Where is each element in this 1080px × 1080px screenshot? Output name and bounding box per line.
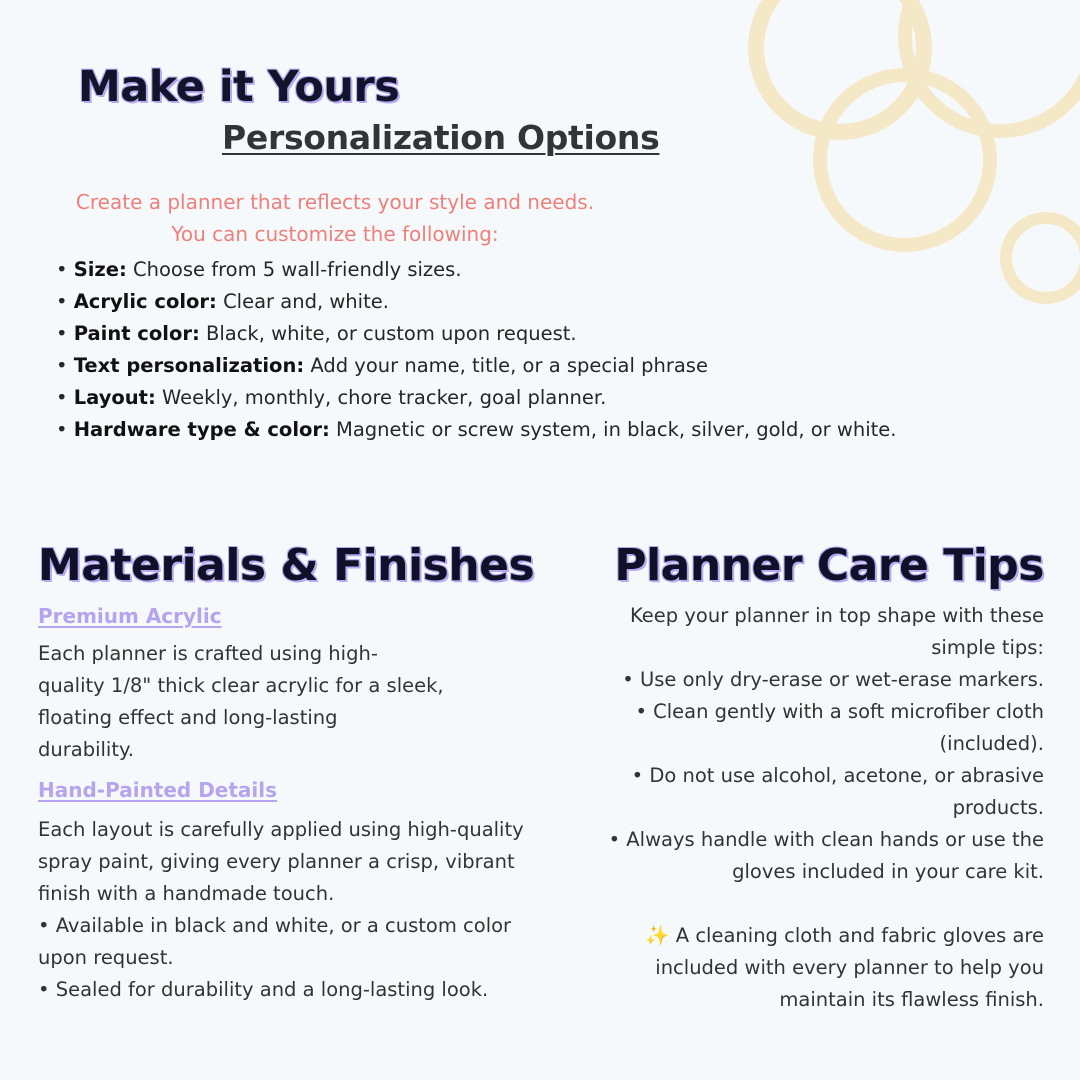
care-line: (included).	[939, 732, 1044, 755]
materials-heading: Materials & Finishes	[38, 540, 535, 591]
option-text: Weekly, monthly, chore tracker, goal planner.	[162, 386, 607, 409]
option-label: Hardware type & color:	[73, 418, 330, 441]
option-label: Acrylic color:	[73, 290, 217, 313]
text-line: Each planner is crafted using high-	[38, 642, 378, 665]
text-line: durability.	[38, 738, 134, 761]
ring-top-right	[905, 0, 1080, 131]
text-line: upon request.	[38, 946, 174, 969]
option-text: Clear and, white.	[223, 290, 389, 313]
care-line: • Always handle with clean hands or use the	[608, 828, 1044, 851]
care-note-line: included with every planner to help you	[655, 956, 1044, 979]
hand-painted-link[interactable]: Hand-Painted Details	[38, 778, 278, 802]
premium-acrylic-description	[38, 638, 444, 766]
care-line: gloves included in your care kit.	[732, 860, 1044, 883]
care-line: simple tips:	[931, 636, 1044, 659]
page-title: Make it Yours	[78, 62, 400, 112]
text-line: floating effect and long-lasting	[38, 706, 338, 729]
text-line: quality 1/8" thick clear acrylic for a sleek,	[38, 674, 444, 697]
option-text: Choose from 5 wall-friendly sizes.	[133, 258, 462, 281]
option-text-personalization: • Text personalization: Add your name, title, or a special phrase	[56, 354, 708, 377]
text-line: • Sealed for durability and a long-lasting look.	[38, 978, 489, 1001]
intro-line-1: Create a planner that reflects your style and needs.	[75, 190, 595, 214]
option-size: • Size: Choose from 5 wall-friendly sizes.	[56, 258, 462, 281]
option-label: Paint color:	[73, 322, 200, 345]
options-list	[56, 254, 1056, 446]
care-line: • Use only dry-erase or wet-erase markers.	[622, 668, 1044, 691]
text-line: spray paint, giving every planner a crisp, vibrant	[38, 850, 515, 873]
care-line: • Clean gently with a soft microfiber cloth	[635, 700, 1044, 723]
care-line: products.	[952, 796, 1044, 819]
hand-painted-description	[38, 814, 524, 1006]
option-label: Size:	[73, 258, 127, 281]
option-hardware: • Hardware type & color: Magnetic or screw system, in black, silver, gold, or white.	[56, 418, 897, 441]
page-subtitle: Personalization Options	[222, 118, 660, 157]
care-tips	[594, 600, 1044, 1016]
care-heading: Planner Care Tips	[614, 540, 1044, 591]
option-label: Layout:	[73, 386, 156, 409]
care-line: • Do not use alcohol, acetone, or abrasive	[631, 764, 1044, 787]
option-text: Black, white, or custom upon request.	[205, 322, 577, 345]
option-text: Magnetic or screw system, in black, silver, gold, or white.	[336, 418, 897, 441]
option-paint-color: • Paint color: Black, white, or custom upon request.	[56, 322, 577, 345]
intro-text	[40, 186, 630, 250]
care-note-line: ✨ A cleaning cloth and fabric gloves are	[645, 924, 1044, 947]
text-line: finish with a handmade touch.	[38, 882, 335, 905]
text-line: • Available in black and white, or a custom color	[38, 914, 512, 937]
text-line: Each layout is carefully applied using high-quality	[38, 818, 524, 841]
care-line: Keep your planner in top shape with these	[629, 604, 1044, 627]
option-label: Text personalization:	[73, 354, 305, 377]
intro-line-2: You can customize the following:	[171, 222, 499, 246]
premium-acrylic-link[interactable]: Premium Acrylic	[38, 604, 222, 628]
option-acrylic-color: • Acrylic color: Clear and, white.	[56, 290, 389, 313]
option-layout: • Layout: Weekly, monthly, chore tracker, goal planner.	[56, 386, 607, 409]
care-note-line: maintain its flawless finish.	[779, 988, 1044, 1011]
option-text: Add your name, title, or a special phrase	[310, 354, 708, 377]
